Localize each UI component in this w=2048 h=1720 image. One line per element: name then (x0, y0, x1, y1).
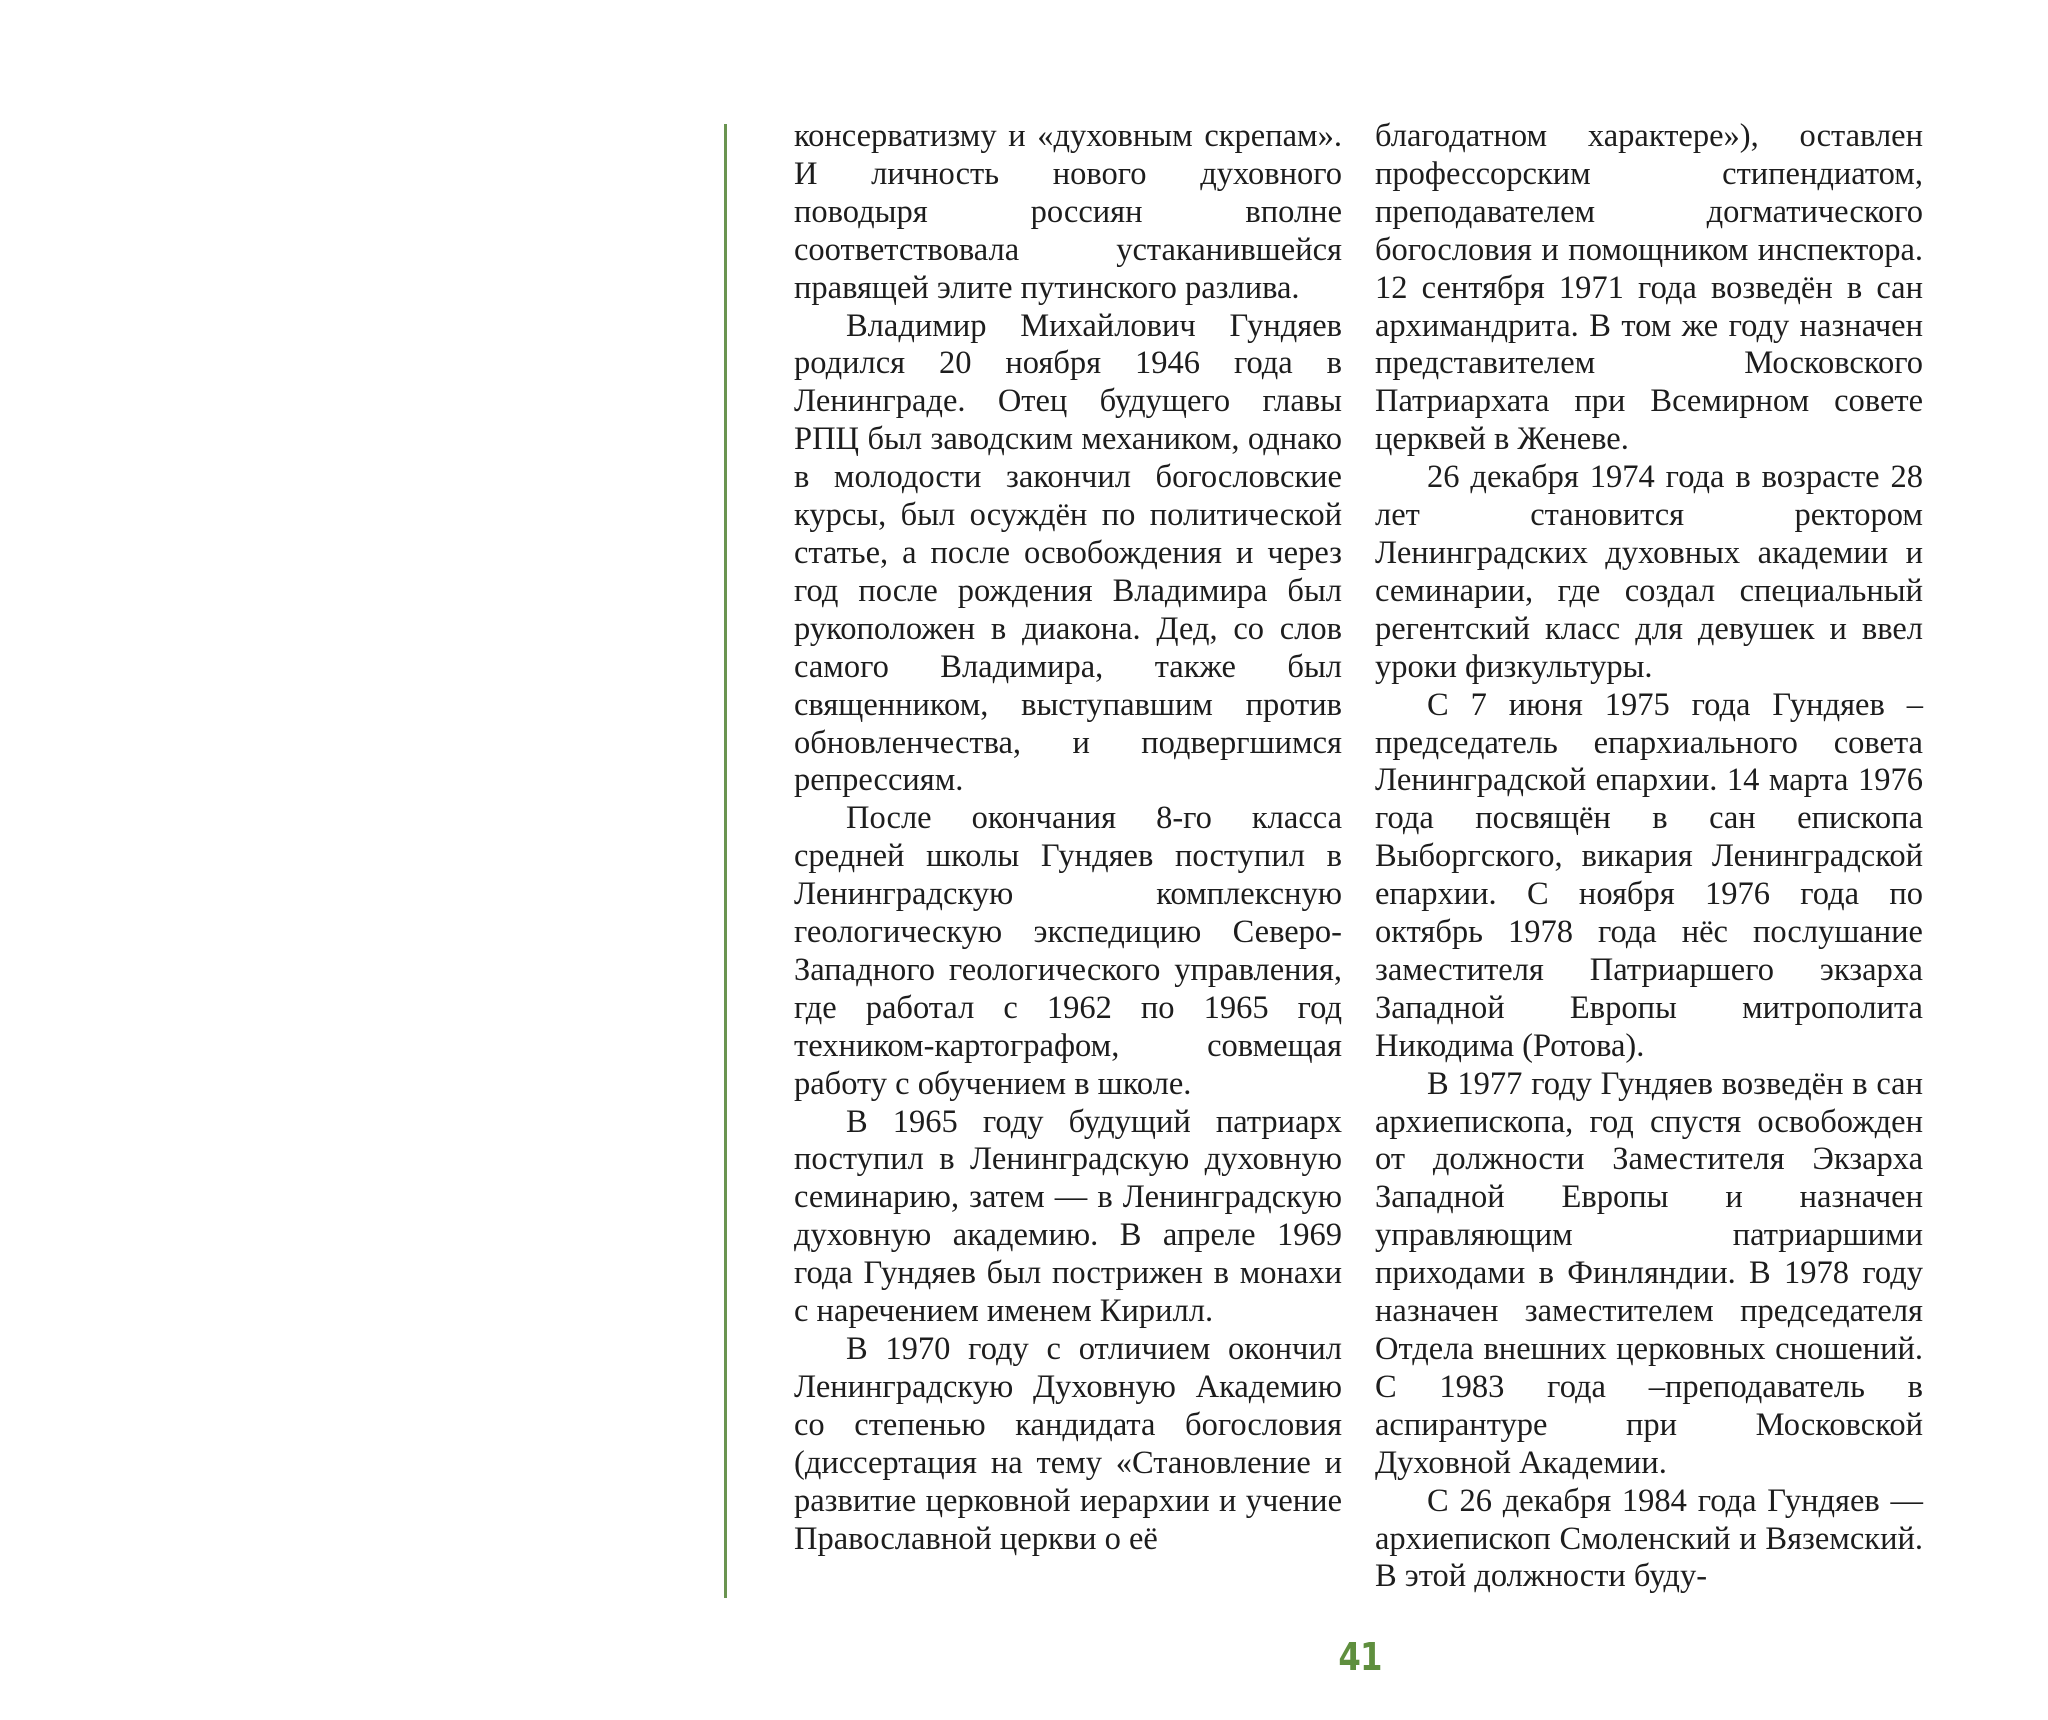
left-column (794, 118, 1342, 1558)
paragraph: консерватизму и «духовным скрепам». И личность нового духовного поводыря россиян вполне соответствовала устаканившейся правящей элите путинского разлива. (794, 118, 1342, 306)
paragraph: 26 декабря 1974 года в возрасте 28 лет становится ректором Ленинградских духовных академии и семинарии, где создал специальный регентский класс для девушек и ввел уроки физкультуры. (1375, 459, 1923, 685)
paragraph: В 1977 году Гундяев возведён в сан архиепископа, год спустя освобожден от должности Заместителя Экзарха Западной Европы и назначен управляющим патриаршими приходами в Финляндии. В 1978 году назначен заместителем председателя Отдела внешних церковных сношений. С 1983 года –преподаватель в аспирантуре при Московской Духовной Академии. (1375, 1065, 1923, 1481)
page-number: 41 (1338, 1635, 1382, 1679)
paragraph: В 1970 году с отличием окончил Ленинградскую Духовную Академию со степенью кандидата богословия (диссертация на тему «Становление и развитие церковной иерархии и учение Православной церкви о её (794, 1331, 1342, 1557)
paragraph: В 1965 году будущий патриарх поступил в Ленинградскую духовную семинарию, затем — в Ленинградскую духовную академию. В апреле 1969 года Гундяев был пострижен в монахи с наречением именем Кирилл. (794, 1103, 1342, 1330)
paragraph: Владимир Михайлович Гундяев родился 20 ноября 1946 года в Ленинграде. Отец будущего главы РПЦ был заводским механиком, однако в молодости закончил богословские курсы, был осуждён по политической статье, а после освобождения и через год после рождения Владимира был рукоположен в диакона. Дед, со слов самого Владимира, также был священником, выступавшим против обновленчества, и подвергшимся репрессиям. (794, 307, 1342, 799)
paragraph: С 7 июня 1975 года Гундяев – председатель епархиального совета Ленинградской епархии. 14 марта 1976 года посвящён в сан епископа Выборгского, викария Ленинградской епархии. С ноября 1976 года по октябрь 1978 года нёс послушание заместителя Патриаршего экзарха Западной Европы митрополита Никодима (Ротова). (1375, 686, 1923, 1064)
paragraph: После окончания 8-го класса средней школы Гундяев поступил в Ленинградскую комплексную геологическую экспедицию Северо-Западного геологического управления, где работал с 1962 по 1965 год техником-картографом, совмещая работу с обучением в школе. (794, 800, 1342, 1102)
paragraph: благодатном характере»), оставлен профессорским стипендиатом, преподавателем догматического богословия и помощником инспектора. 12 сентября 1971 года возведён в сан архимандрита. В том же году назначен представителем Московского Патриархата при Всемирном совете церквей в Женеве. (1375, 118, 1923, 458)
right-column (1375, 118, 1923, 1596)
margin-rule (724, 124, 727, 1598)
paragraph: С 26 декабря 1984 года Гундяев — архиепископ Смоленский и Вяземский. В этой должности буду- (1375, 1482, 1923, 1595)
